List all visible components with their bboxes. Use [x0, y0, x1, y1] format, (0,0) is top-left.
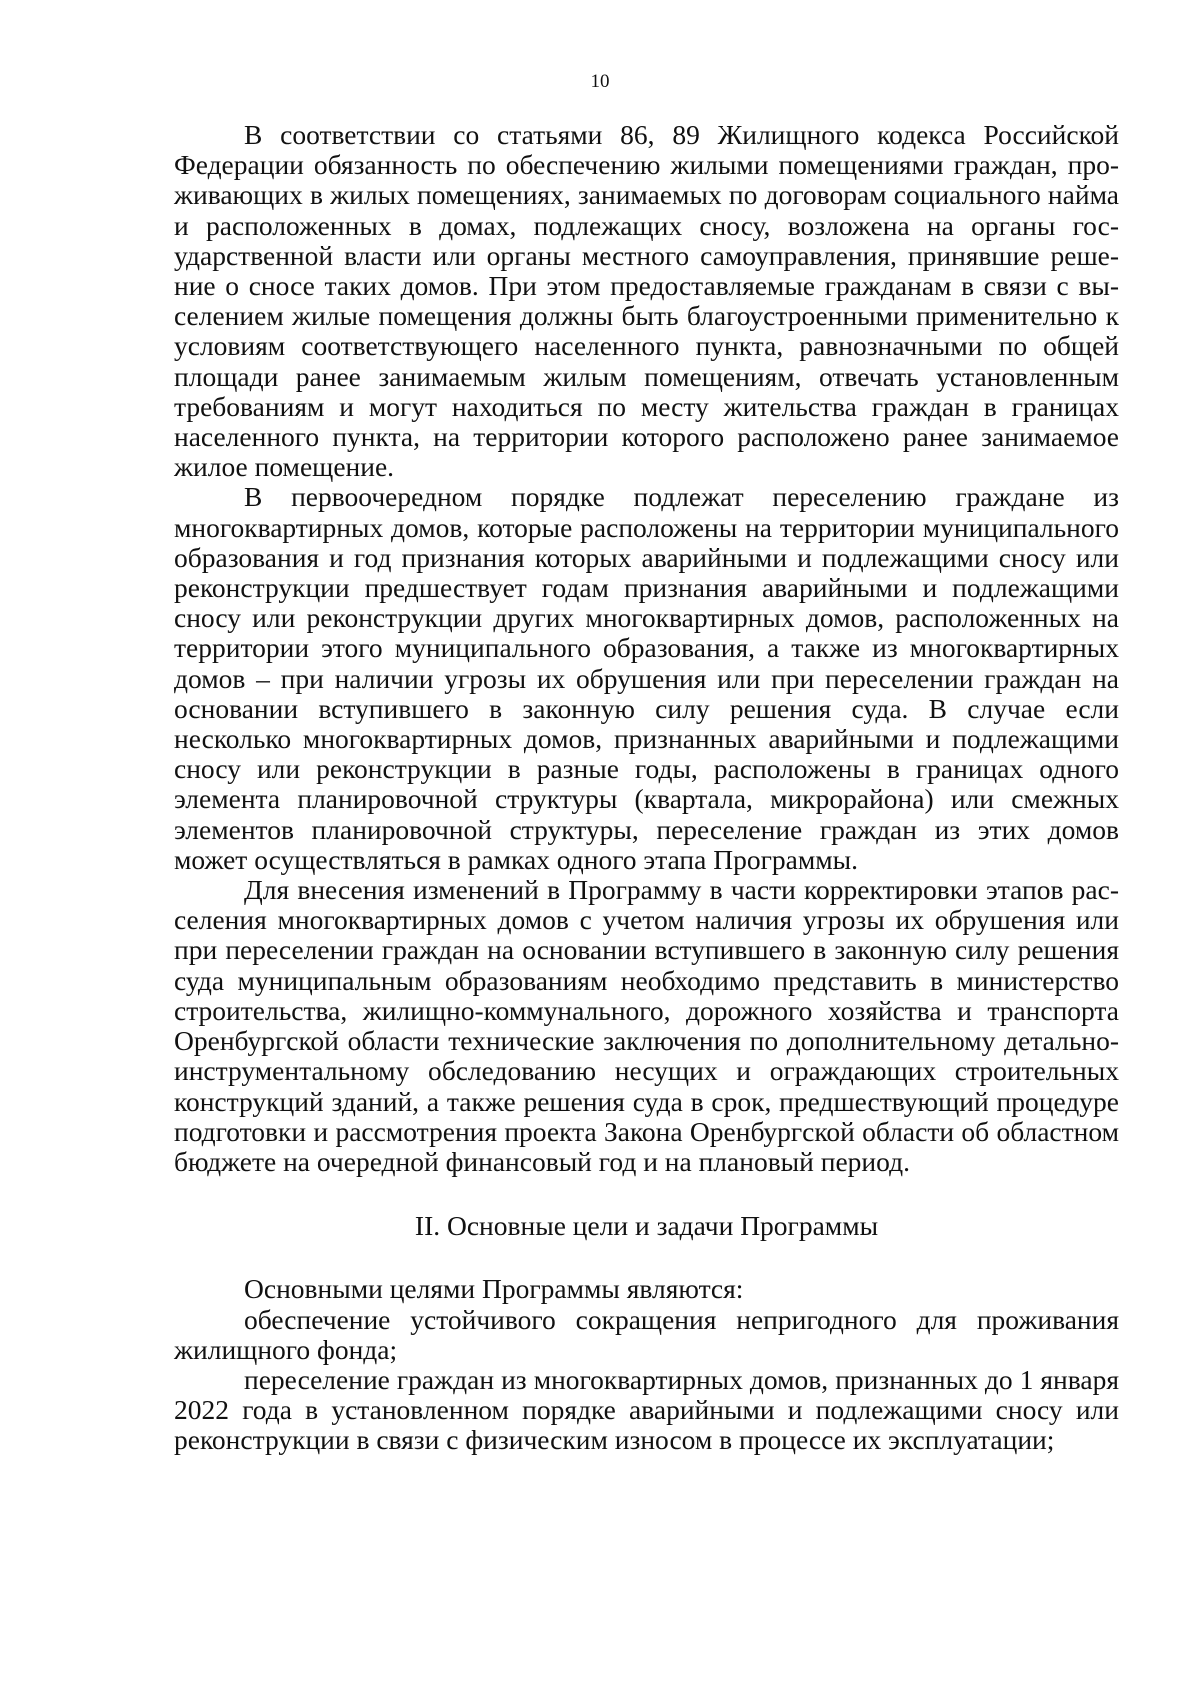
paragraph-housing-obligations: В соответствии со статьями 86, 89 Жилищного кодекса Российской Федерации обязанность по обеспечению жилыми помещениями граждан, проживающих в жилых помещениях, занимаемых по договорам социального найма и расположенных в домах, подлежащих сносу, возложена на органы государственной власти или органы местного самоуправления, принявшие решение о сносе таких домов. При этом предоставляемые гражданам в связи с выселением жилые помещения должны быть благоустроенными применительно к условиям соответствующего населенного пункта, равнозначными по общей площади ранее занимаемым жилым помещениям, отвечать установленным требованиям и могут находиться по месту жительства граждан в границах населенного пункта, на территории которого расположено ранее занимаемое жилое помещение. [174, 119, 1119, 483]
document-body [174, 120, 1119, 1456]
page-number: 10 [590, 71, 610, 92]
goal-item: переселение граждан из многоквартирных домов, признанных до 1 января 2022 года в установленном порядке аварийными и подлежащими сносу или реконструкции в связи с физическим износом в процессе их эксплуатации; [174, 1363, 1119, 1456]
goal-item: обеспечение устойчивого сокращения непригодного для проживания жилищного фонда; [174, 1303, 1119, 1365]
paragraph-priority-resettlement: В первоочередном порядке подлежат переселению граждане из многоквартирных домов, которые расположены на территории муниципального образования и год признания которых аварийными и подлежащими сносу или реконструкции предшествует годам признания аварийными и подлежащими сносу или реконструкции других многоквартирных домов, расположенных на территории этого муниципального образования, а также из многоквартирных домов – при наличии угрозы их обрушения или при переселении граждан на основании вступившего в законную силу решения суда. В случае если несколько многоквартирных домов, признанных аварийными и подлежащими сносу или реконструкции в разные годы, расположены в границах одного элемента планировочной структуры (квартала, микрорайона) или смежных элементов планировочной структуры, переселение граждан из этих домов может осуществляться в рамках одного этапа Программы. [174, 481, 1119, 875]
goals-intro: Основными целями Программы являются: [244, 1273, 744, 1305]
paragraph-program-amendments: Для внесения изменений в Программу в части корректировки этапов расселения многоквартирных домов с учетом наличия угрозы их обрушения или при переселении граждан на основании вступившего в законную силу решения суда муниципальным образованиям необходимо представить в министерство строительства, жилищно-коммунального, дорожного хозяйства и транспорта Оренбургской области технические заключения по дополнительному детально-инструментальному обследованию несущих и ограждающих строительных конструкций зданий, а также решения суда в срок, предшествующий процедуре подготовки и рассмотрения проекта Закона Оренбургской области об областном бюджете на очередной финансовый год и на плановый период. [174, 874, 1119, 1177]
section-heading: II. Основные цели и задачи Программы [414, 1210, 879, 1242]
